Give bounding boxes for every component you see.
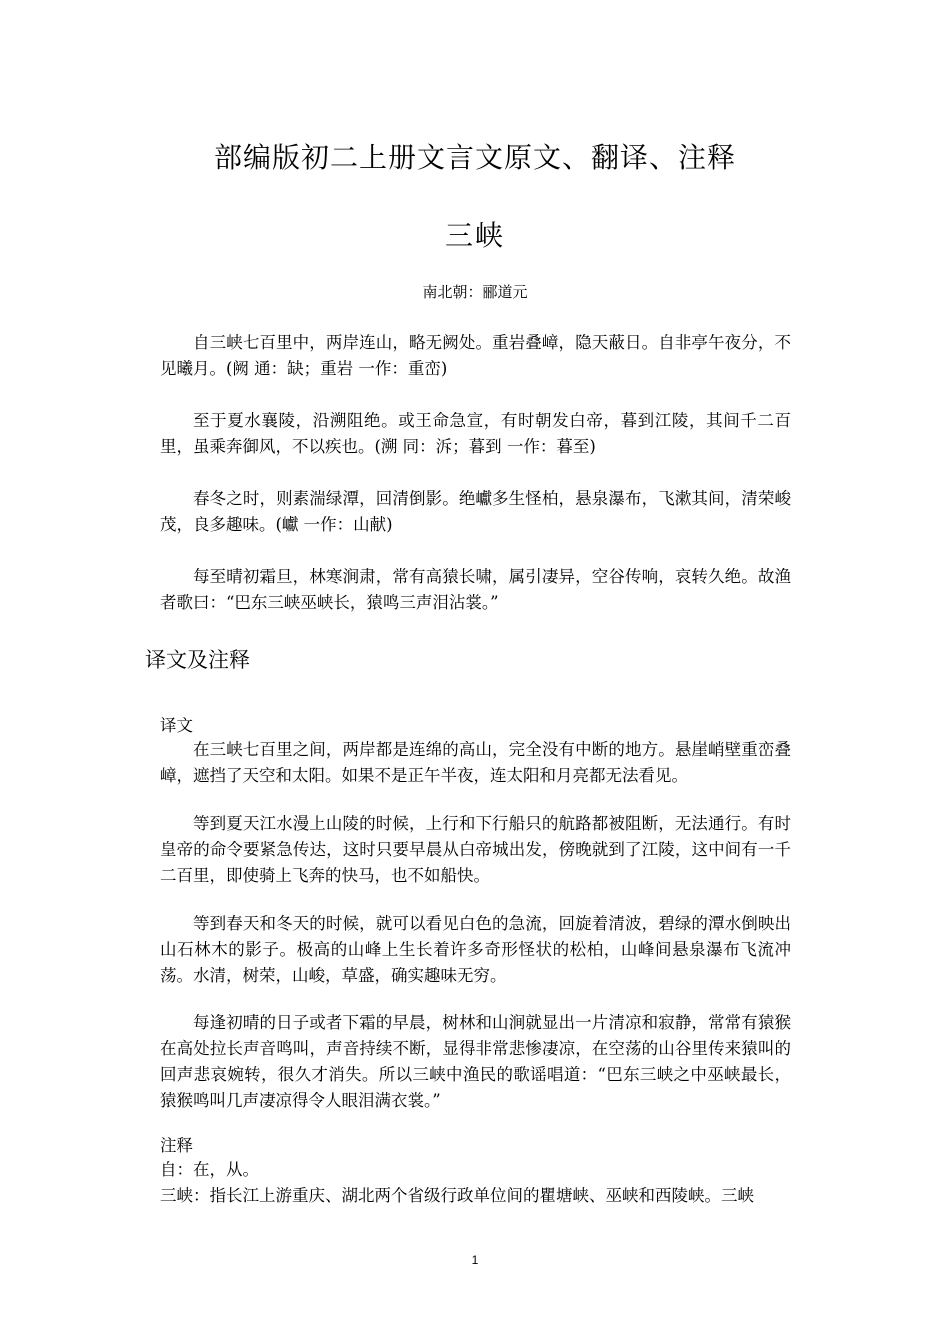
- poem-author: 南北朝：郦道元: [422, 283, 528, 301]
- page-number: 1: [471, 1253, 479, 1267]
- translation-paragraph-4: 每逢初晴的日子或者下霜的早晨，树林和山涧就显出一片清凉和寂静，常常有猿猴在高处拉长声音鸣叫，声音持续不断，显得非常悲惨凄凉，在空荡的山谷里传来猿叫的回声悲哀婉转，很久才消失。所以三峡中渔民的歌谣唱道：“巴东三峡之中巫峡最长，猿猴鸣叫几声凄凉得令人眼泪满衣裳。”: [160, 1013, 791, 1110]
- poem-paragraph-1: 自三峡七百里中，两岸连山，略无阙处。重岩叠嶂，隐天蔽日。自非亭午夜分，不见曦月。(阙 通：缺；重岩 一作：重峦): [160, 333, 791, 378]
- translation-section-heading: 译文及注释: [145, 648, 250, 672]
- notes-label: 注释: [160, 1136, 193, 1155]
- translation-paragraph-1: 在三峡七百里之间，两岸都是连绵的高山，完全没有中断的地方。悬崖峭壁重峦叠嶂，遮挡了天空和太阳。如果不是正午半夜，连太阳和月亮都无法看见。: [160, 740, 791, 785]
- note-item: 自：在，从。: [160, 1160, 259, 1179]
- note-item: 三峡：指长江上游重庆、湖北两个省级行政单位间的瞿塘峡、巫峡和西陵峡。三峡: [160, 1186, 754, 1205]
- document-title: 部编版初二上册文言文原文、翻译、注释: [213, 141, 736, 174]
- poem-paragraph-2: 至于夏水襄陵，沿溯阻绝。或王命急宣，有时朝发白帝，暮到江陵，其间千二百里，虽乘奔御风，不以疾也。(溯 同：泝；暮到 一作：暮至): [160, 411, 791, 456]
- translation-paragraph-3: 等到春天和冬天的时候，就可以看见白色的急流，回旋着清波，碧绿的潭水倒映出山石林木的影子。极高的山峰上生长着许多奇形怪状的松柏，山峰间悬泉瀑布飞流冲荡。水清，树荣，山峻，草盛，确实趣味无穷。: [160, 914, 791, 985]
- translation-paragraph-2: 等到夏天江水漫上山陵的时候，上行和下行船只的航路都被阻断，无法通行。有时皇帝的命令要紧急传达，这时只要早晨从白帝城出发，傍晚就到了江陵，这中间有一千二百里，即使骑上飞奔的快马，也不如船快。: [160, 814, 791, 885]
- poem-paragraph-4: 每至晴初霜旦，林寒涧肃，常有高猿长啸，属引凄异，空谷传响，哀转久绝。故渔者歌曰：“巴东三峡巫峡长，猿鸣三声泪沾裳。”: [160, 567, 791, 612]
- poem-title: 三峡: [444, 219, 505, 252]
- translation-label: 译文: [160, 716, 193, 735]
- poem-paragraph-3: 春冬之时，则素湍绿潭，回清倒影。绝巘多生怪柏，悬泉瀑布，飞漱其间，清荣峻茂，良多趣味。(巘 一作：山献): [160, 489, 791, 534]
